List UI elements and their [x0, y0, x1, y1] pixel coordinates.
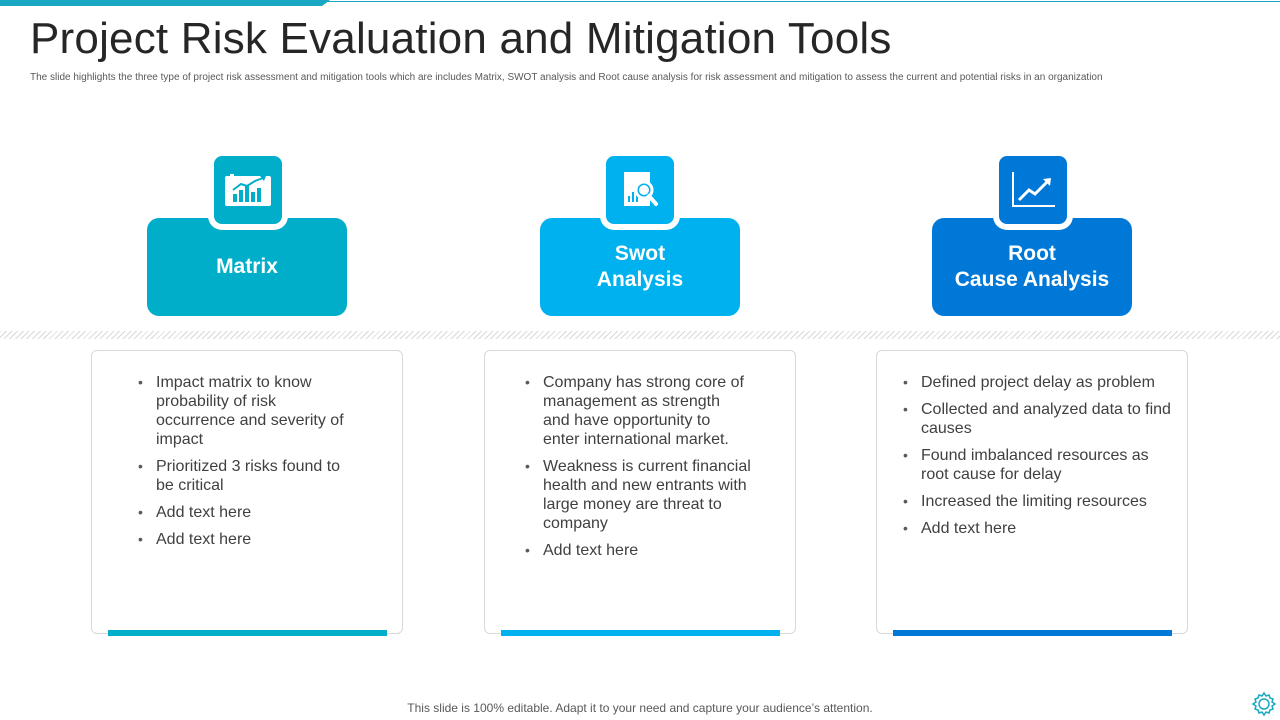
- root-cause-card: [876, 350, 1188, 634]
- swot-accent-bar: [501, 630, 780, 636]
- line-chart-icon: [999, 156, 1067, 224]
- document-search-icon: [606, 156, 674, 224]
- matrix-header[interactable]: [147, 218, 347, 316]
- list-item: • Add text here: [903, 520, 1017, 537]
- gear-icon[interactable]: [1250, 690, 1278, 718]
- root-cause-title-line-1: Root: [1008, 242, 1056, 265]
- list-item: • Add text here: [525, 542, 639, 559]
- swot-card: [484, 350, 796, 634]
- swot-title-line-1: Swot: [614, 242, 666, 265]
- chart-report-icon: [214, 156, 282, 224]
- root-cause-title-line-2: Cause Analysis: [954, 268, 1110, 291]
- list-item: • Found imbalanced resources as root cause for delay: [903, 447, 1149, 483]
- root-cause-header[interactable]: [932, 218, 1132, 316]
- list-item: • Weakness is current financial health and new entrants with large money are threat to company: [525, 458, 751, 532]
- list-item: • Defined project delay as problem: [903, 374, 1155, 391]
- swot-header[interactable]: [540, 218, 740, 316]
- swot-title-line-2: Analysis: [596, 268, 684, 291]
- list-item: • Add text here: [138, 531, 252, 548]
- root-cause-accent-bar: [893, 630, 1172, 636]
- list-item: • Increased the limiting resources: [903, 493, 1147, 510]
- footer-note: This slide is 100% editable. Adapt it to your need and capture your audience’s attention.: [407, 701, 873, 715]
- list-item: • Impact matrix to know probability of risk occurrence and severity of impact: [138, 374, 344, 448]
- page-title: Project Risk Evaluation and Mitigation Tools: [30, 14, 892, 63]
- swot-bullet-list: [525, 373, 751, 568]
- list-item: • Prioritized 3 risks found to be critical: [138, 458, 341, 494]
- matrix-title-line-1: Matrix: [216, 255, 278, 278]
- list-item: • Company has strong core of management as strength and have opportunity to enter international market.: [525, 374, 744, 448]
- root-cause-bullet-list: [903, 373, 1173, 546]
- page-subtitle: The slide highlights the three type of project risk assessment and mitigation tools which are includes Matrix, SWOT analysis and Root cause analysis for risk assessment and mitigation to assess the current and potential risks in an organization: [30, 72, 1103, 83]
- list-item: • Collected and analyzed data to find causes: [903, 401, 1171, 437]
- list-item: • Add text here: [138, 504, 252, 521]
